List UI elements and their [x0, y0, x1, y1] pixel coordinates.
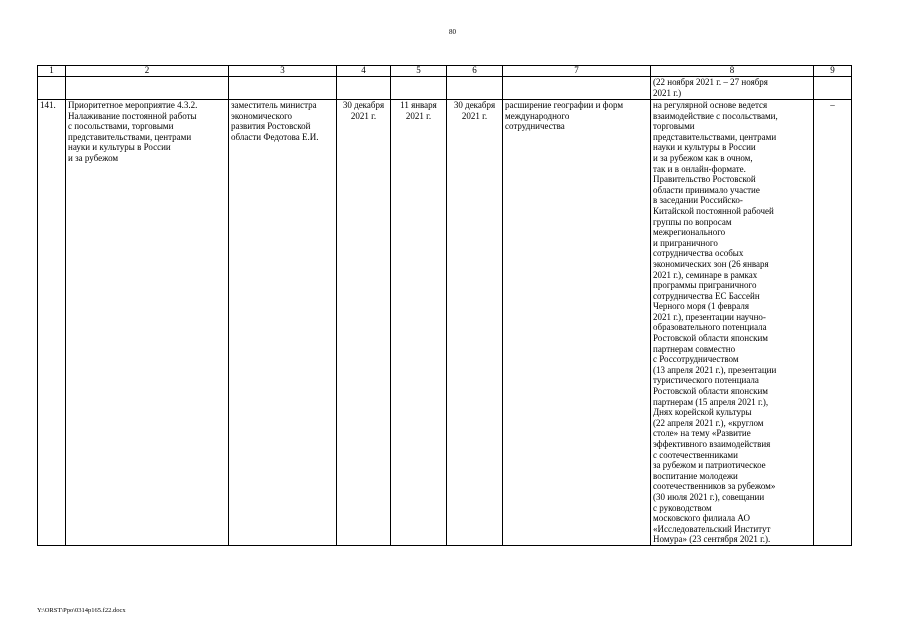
table-cell — [38, 77, 66, 100]
planned-date-cell: 30 декабря 2021 г. — [337, 100, 391, 546]
table-cell — [814, 77, 852, 100]
column-header: 4 — [337, 66, 391, 77]
column-header: 1 — [38, 66, 66, 77]
table-cell — [66, 77, 229, 100]
note-cell: – — [814, 100, 852, 546]
report-table — [37, 65, 852, 546]
table-cell — [229, 77, 337, 100]
table-row — [38, 100, 852, 546]
row-number: 141. — [38, 100, 66, 546]
continuation-row — [38, 77, 852, 100]
column-header: 8 — [651, 66, 814, 77]
table-cell — [447, 77, 503, 100]
table-cell — [391, 77, 447, 100]
file-path-footer: Y:\ORST\Ppo\0314p165.f22.docx — [37, 607, 126, 614]
report-continuation-cell: (22 ноября 2021 г. – 27 ноября 2021 г.) — [651, 77, 814, 100]
column-header: 3 — [229, 66, 337, 77]
event-name-cell: Приоритетное мероприятие 4.3.2. Налаживание постоянной работы с посольствами, торговыми представительствами, центрами науки и культуры в России и за рубежом — [66, 100, 229, 546]
column-header: 5 — [391, 66, 447, 77]
column-header: 9 — [814, 66, 852, 77]
report-cell: на регулярной основе ведется взаимодействие с посольствами, торговыми представительствами, центрами науки и культуры в России и за рубежом как в очном, так и в онлайн-формате. Правительство Ростовской области принимало участие в заседании Российско- Китайской постоянной рабочей группы по вопросам межрегионального и приграничного сотрудничества особых экономических зон (26 января 2021 г.), семинаре в рамках программы приграничного сотрудничества ЕС Бассейн Черного моря (1 февраля 2021 г.), презентации научно- образовательного потенциала Ростовской области японским партнерам совместно с Россотрудничеством (13 апреля 2021 г.), презентации туристического потенциала Ростовской области японским партнерам (15 апреля 2021 г.), Днях корейской культуры (22 апреля 2021 г.), «круглом столе» на тему «Развитие эффективного взаимодействия с соотечественниками за рубежом и патриотическое воспитание молодежи соотечественников за рубежом» (30 июля 2021 г.), совещании с руководством московского филиала АО «Исследовательский Институт Номура» (23 сентября 2021 г.). — [651, 100, 814, 546]
table-cell — [503, 77, 651, 100]
page-number: 80 — [449, 28, 456, 36]
column-header: 7 — [503, 66, 651, 77]
column-number-row — [38, 66, 852, 77]
start-date-cell: 11 января 2021 г. — [391, 100, 447, 546]
expected-result-cell: расширение географии и форм международного сотрудничества — [503, 100, 651, 546]
responsible-cell: заместитель министра экономического развития Ростовской области Федотова Е.И. — [229, 100, 337, 546]
end-date-cell: 30 декабря 2021 г. — [447, 100, 503, 546]
column-header: 6 — [447, 66, 503, 77]
table-cell — [337, 77, 391, 100]
column-header: 2 — [66, 66, 229, 77]
